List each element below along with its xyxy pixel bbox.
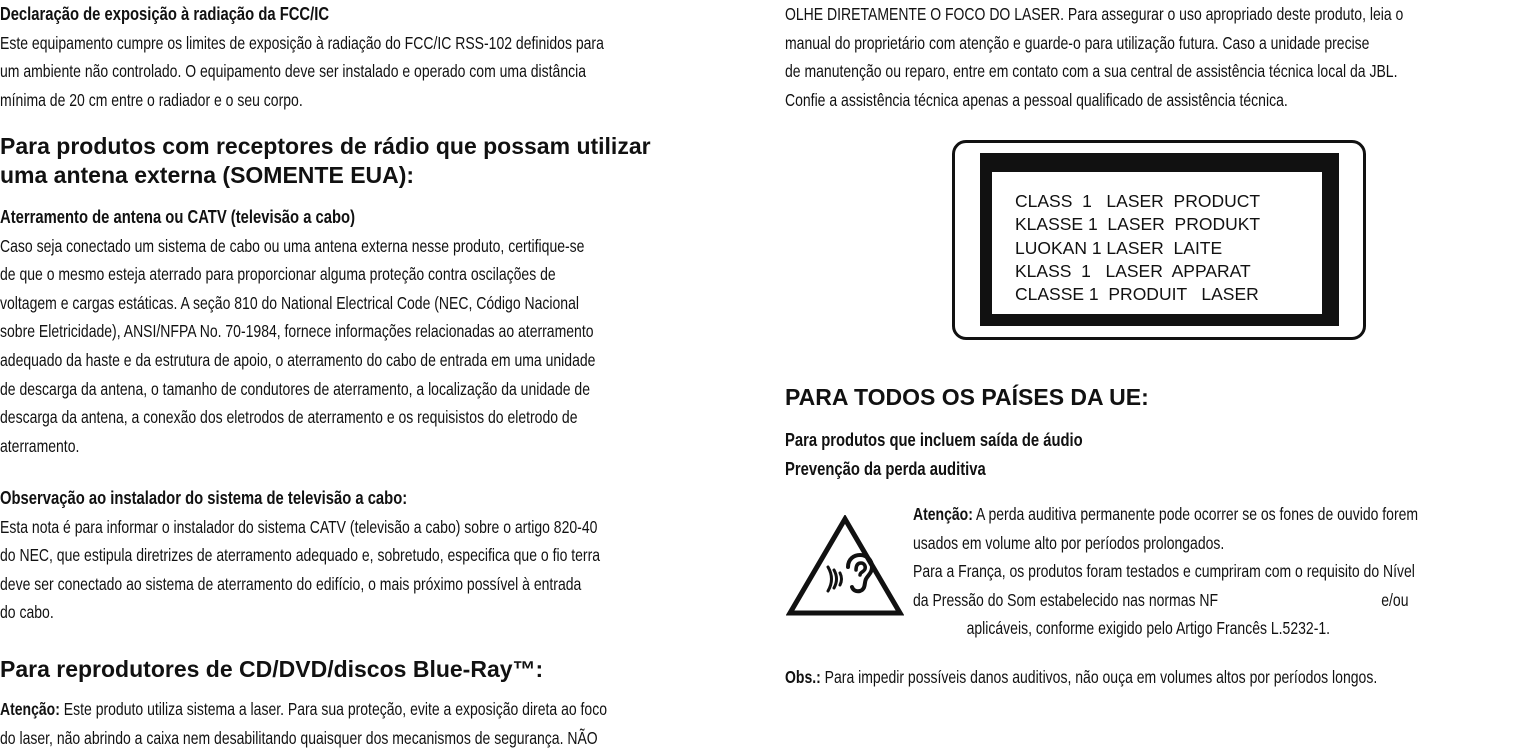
installer-section xyxy=(0,484,751,627)
installer-line: Esta nota é para informar o instalador do sistema CATV (televisão a cabo) sobre o artigo 820-40 xyxy=(0,516,598,537)
bluray-line: do laser, não abrindo a caixa nem desabilitando quaisquer dos mecanismos de segurança. NÃO xyxy=(0,727,598,748)
catv-title: Aterramento de antena ou CATV (televisão a cabo) xyxy=(0,206,356,227)
obs-line xyxy=(785,663,1535,692)
laser-line: Confie a assistência técnica apenas a pessoal qualificado de assistência técnica. xyxy=(785,89,1288,110)
hearing-section xyxy=(913,500,1535,643)
catv-line: de que o mesmo esteja aterrado para proporcionar alguma proteção contra oscilações de xyxy=(0,264,556,285)
hearing-text: A perda auditiva permanente pode ocorrer se os fones de ouvido forem xyxy=(972,504,1419,524)
hearing-line xyxy=(913,500,1535,529)
attention-label: Atenção: xyxy=(0,699,60,719)
installer-line: do cabo. xyxy=(0,602,54,623)
catv-line: sobre Eletricidade), ANSI/NFPA No. 70-1984, fornece informações relacionadas ao aterramento xyxy=(0,321,594,342)
fcc-title: Declaração de exposição à radiação da FCC/IC xyxy=(0,3,330,24)
obs-label: Obs.: xyxy=(785,667,821,687)
catv-line: aterramento. xyxy=(0,435,80,456)
hearing-line: Para a França, os produtos foram testados e cumpriram com o requisito do Nível xyxy=(913,561,1415,582)
hearing-text: e/ou xyxy=(1381,589,1409,610)
fcc-line: Este equipamento cumpre os limites de exposição à radiação do FCC/IC RSS-102 definidos para xyxy=(0,32,604,53)
hearing-line: usados em volume alto por períodos prolongados. xyxy=(913,532,1225,553)
antenna-heading xyxy=(0,132,651,190)
catv-line: voltagem e cargas estáticas. A seção 810 do National Electrical Code (NEC, Código Nacional xyxy=(0,292,579,313)
attention-label: Atenção: xyxy=(913,504,973,524)
catv-section xyxy=(0,203,751,460)
bluray-heading xyxy=(0,655,543,684)
bluray-line xyxy=(0,695,751,724)
laser-line: de manutenção ou reparo, entre em contato com a sua central de assistência técnica local da JBL. xyxy=(785,61,1398,82)
catv-line: Caso seja conectado um sistema de cabo ou uma antena externa nesse produto, certifique-se xyxy=(0,235,585,256)
eu-heading xyxy=(785,383,1149,412)
hearing-text: da Pressão do Som estabelecido nas normas NF xyxy=(913,589,1219,610)
catv-line: de descarga da antena, o tamanho de condutores de aterramento, a localização da unidade de xyxy=(0,378,590,399)
catv-line: adequado da haste e da estrutura de apoio, o aterramento do cabo de entrada em uma unidade xyxy=(0,349,596,370)
catv-line: descarga da antena, a conexão dos eletrodos de aterramento e os requisistos do eletrodo de xyxy=(0,407,578,428)
fcc-section xyxy=(0,0,751,114)
installer-line: do NEC, que estipula diretrizes de aterramento adequado e, sobretudo, especifica que o fio terra xyxy=(0,545,601,566)
bluray-heading-text: Para reprodutores de CD/DVD/discos Blue-Ray™: xyxy=(0,656,544,682)
audio-title: Para produtos que incluem saída de áudio xyxy=(785,429,1083,450)
bluray-text: Este produto utiliza sistema a laser. Para sua proteção, evite a exposição direta ao foco xyxy=(59,699,607,719)
hearing-line: aplicáveis, conforme exigido pelo Artigo Francês L.5232-1. xyxy=(966,618,1331,639)
bluray-section xyxy=(0,695,751,752)
obs-text: Para impedir possíveis danos auditivos, não ouça em volumes altos por períodos longos. xyxy=(820,667,1378,687)
fcc-line: um ambiente não controlado. O equipamento deve ser instalado e operado com uma distância xyxy=(0,61,587,82)
laser-label-text: CLASS 1 LASER PRODUCT KLASSE 1 LASER PRODUKT LUOKAN 1 LASER LAITE KLASS 1 LASER APPARAT CLASSE 1 PRODUIT LASER xyxy=(1015,191,1261,305)
hearing-line xyxy=(913,586,1535,615)
eu-heading-text: PARA TODOS OS PAÍSES DA UE: xyxy=(785,384,1149,410)
antenna-heading-line: Para produtos com receptores de rádio que possam utilizar xyxy=(0,133,651,159)
installer-line: deve ser conectado ao sistema de aterramento do edifício, o mais próximo possível à entrada xyxy=(0,573,582,594)
fcc-line: mínima de 20 cm entre o radiador e o seu corpo. xyxy=(0,89,303,110)
hearing-warning-icon xyxy=(786,515,904,617)
laser-line: manual do proprietário com atenção e guarde-o para utilização futura. Caso a unidade precise xyxy=(785,32,1370,53)
audio-subtitle: Prevenção da perda auditiva xyxy=(785,457,986,479)
laser-section xyxy=(785,0,1535,114)
antenna-heading-line: uma antena externa (SOMENTE EUA): xyxy=(0,162,415,188)
obs-section xyxy=(785,663,1535,692)
laser-line: OLHE DIRETAMENTE O FOCO DO LASER. Para assegurar o uso apropriado deste produto, leia o xyxy=(785,4,1404,24)
installer-title: Observação ao instalador do sistema de televisão a cabo: xyxy=(0,487,408,508)
audio-titles xyxy=(785,426,1535,483)
